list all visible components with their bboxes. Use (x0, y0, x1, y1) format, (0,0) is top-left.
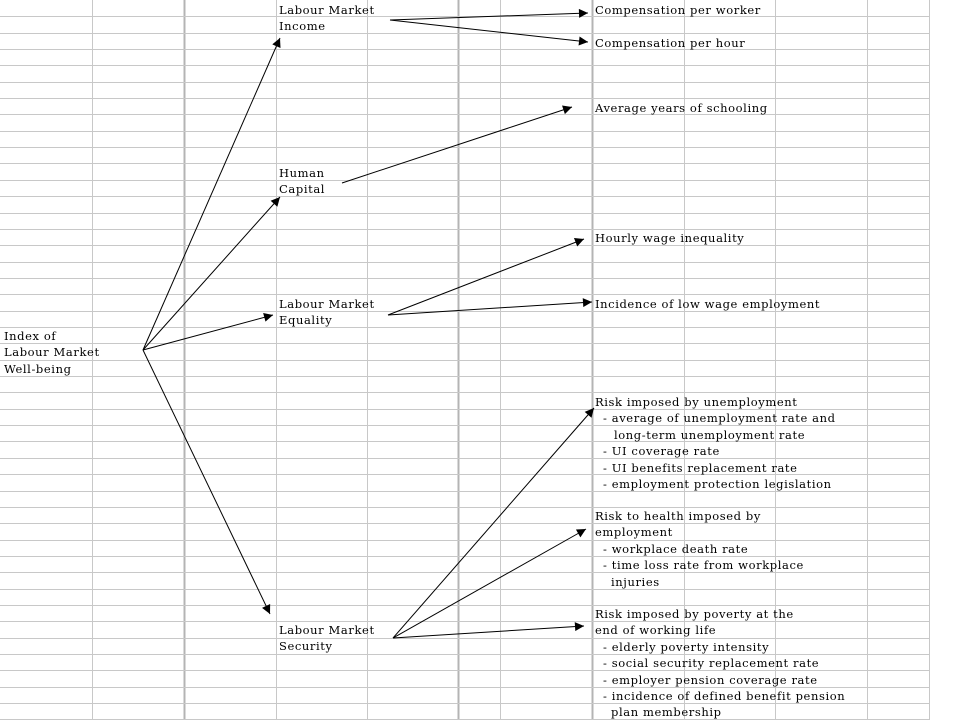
arrow-index-to-equality (143, 315, 273, 350)
arrow-security-to-unemployment-risk (393, 408, 594, 638)
poverty-risk-title: Risk imposed by poverty at the (595, 607, 794, 621)
indicator-schooling: Average years of schooling (595, 101, 768, 115)
health-risk-title: employment (595, 525, 673, 540)
income-component-label (279, 2, 375, 35)
income-label-line: Income (279, 19, 326, 34)
arrow-security-to-health-risk (393, 529, 586, 638)
security-label-line: Labour Market (279, 623, 375, 637)
poverty-risk-item: - employer pension coverage rate (603, 672, 818, 687)
arrow-index-to-security (143, 350, 270, 614)
equality-label-line: Labour Market (279, 297, 375, 311)
indicator-poverty-risk (595, 606, 845, 721)
index-label-line: Well-being (4, 361, 72, 376)
index-label (4, 328, 100, 377)
arrow-equality-to-low-wage (388, 302, 592, 315)
index-label-line: Index of (4, 329, 57, 343)
arrow-security-to-poverty-risk (393, 626, 584, 638)
unemployment-risk-item: - average of unemployment rate and (603, 411, 836, 426)
health-risk-title: Risk to health imposed by (595, 509, 761, 523)
arrow-human-capital-to-schooling (342, 107, 572, 183)
unemployment-risk-item: - UI coverage rate (603, 444, 720, 459)
unemployment-risk-item: - UI benefits replacement rate (603, 460, 798, 475)
equality-component-label (279, 296, 375, 329)
indicator-health-risk (595, 508, 804, 590)
indicator-wage-inequality: Hourly wage inequality (595, 231, 745, 245)
poverty-risk-title: end of working life (595, 623, 717, 638)
poverty-risk-item: - incidence of defined benefit pension (603, 689, 846, 704)
poverty-risk-item: - social security replacement rate (603, 656, 820, 671)
poverty-risk-item: - elderly poverty intensity (603, 639, 770, 654)
index-label-line: Labour Market (4, 345, 100, 360)
poverty-risk-item: plan membership (611, 705, 722, 720)
security-component-label (279, 622, 375, 655)
equality-label-line: Equality (279, 313, 333, 328)
indicator-low-wage: Incidence of low wage employment (595, 297, 821, 311)
unemployment-risk-title: Risk imposed by unemployment (595, 395, 798, 409)
income-label-line: Labour Market (279, 3, 375, 17)
health-risk-item: - time loss rate from workplace (603, 558, 804, 573)
arrow-income-to-comp-hour (390, 20, 588, 42)
indicator-unemployment-risk (595, 394, 836, 492)
security-label-line: Security (279, 639, 333, 654)
health-risk-item: injuries (611, 574, 660, 589)
indicator-comp-worker: Compensation per worker (595, 3, 761, 17)
unemployment-risk-item: - employment protection legislation (603, 477, 832, 492)
arrow-income-to-comp-worker (390, 13, 588, 20)
arrow-index-to-income (143, 38, 280, 350)
arrow-equality-to-wage-inequality (388, 239, 584, 315)
health-risk-item: - workplace death rate (603, 541, 749, 556)
indicator-comp-hour: Compensation per hour (595, 36, 746, 50)
human-capital-label-line: Capital (279, 182, 326, 197)
arrow-index-to-human-capital (143, 197, 280, 350)
unemployment-risk-item: long-term unemployment rate (614, 427, 806, 442)
human-capital-component-label (279, 165, 325, 198)
human-capital-label-line: Human (279, 166, 325, 180)
